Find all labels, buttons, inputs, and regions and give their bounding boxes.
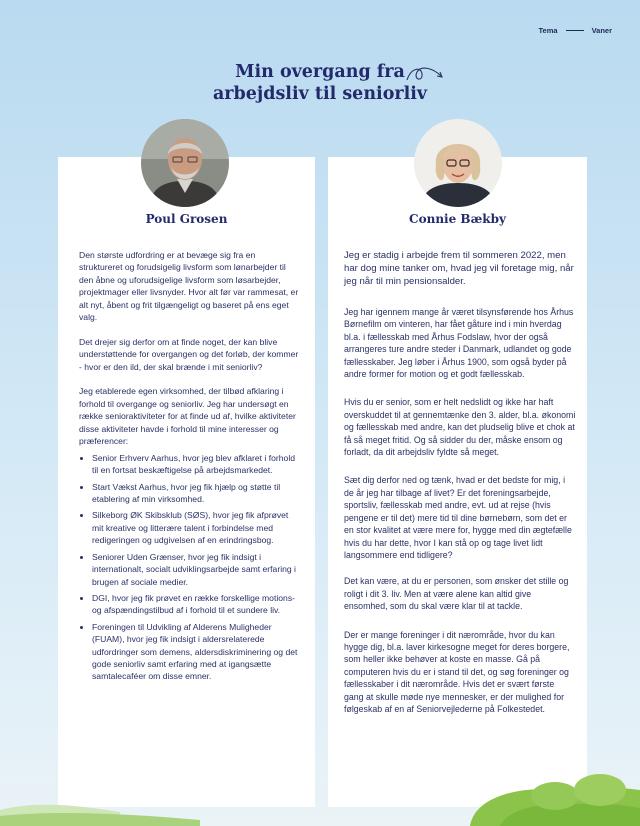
list-item: • Seniorer Uden Grænser, hvor jeg fik indsigt i internationalt, socialt udviklingsarbejde samt erfaring i brugen af sociale medier. xyxy=(92,551,299,588)
right-paragraph-4: Det kan være, at du er personen, som ønsker det stille og roligt i dit 3. liv. Men at være alene kan altid give ensomhed, som du skal være klar til at tackle. xyxy=(344,576,569,612)
title-line-2: arbejdsliv til seniorliv xyxy=(212,84,428,104)
grass-hills-decoration xyxy=(0,766,640,826)
right-paragraph-2: Hvis du er senior, som er helt nedslidt og ikke har haft overskuddet til at gennemtænke den 3. alder, bl.a. økonomi og fællesskab med andre, kan det pludselig blive et chok at få så meget fritid. Og så sidder du der, måske ensom og forladt, da dit arbejdsliv fyldte så meget. xyxy=(344,397,576,458)
connie-baekby-portrait xyxy=(414,119,502,207)
left-paragraph-3: Jeg etablerede egen virksomhed, der tilbød afklaring i forhold til overgange og seniorliv. Jeg har undersøgt en række senioraktiviteter for at finde ud af, hvilke aktiviteter disse aktiviteter havde i forhold til mine interesser og præferencer: xyxy=(79,386,296,447)
right-paragraph-1: Jeg har igennem mange år været tilsynsførende hos Århus Børnefilm om vinteren, har fået gåture ind i min hverdag bl.a. i fællesskab med Århus Fodslaw, hvor der også arrangeres ture andre steder i Danmark, udlandet og gode fællesskaber. Jeg løber i Århus 1900, som også byder på andre former for motion og et godt fællesskab. xyxy=(344,307,574,380)
list-item: • DGI, hvor jeg fik prøvet en række forskellige motions- og afspændingstilbud af i forhold til et sundere liv. xyxy=(92,592,299,617)
page-title xyxy=(0,61,640,105)
squiggle-arrow-icon xyxy=(405,62,445,86)
nav-vaner[interactable]: Vaner xyxy=(591,26,612,35)
list-item: • Foreningen til Udvikling af Alderens Muligheder (FUAM), hvor jeg fik indsigt i aldersrelaterede udfordringer som demens, aldersdiskriminering og det gode seniorliv samt erfaring med at igangsætte samtalecaféer om disse emner. xyxy=(92,621,299,683)
left-body-text xyxy=(79,249,299,687)
left-paragraph-1: Den største udfordring er at bevæge sig fra en struktureret og forudsigelig livsform som lønarbejder til den åbne og uforudsigelige livsform som løsarbejder, projektmager eller livsnyder. Hvor alt før var rammesat, er alt nyt, åbent og frit tilgængeligt og baseret på ens eget valg. xyxy=(79,250,299,323)
list-item: • Silkeborg ØK Skibsklub (SØS), hvor jeg fik afprøvet mit kreative og litterære talent i forbindelse med redigeringen og udgivelsen af en erindringsbog. xyxy=(92,509,299,546)
right-paragraph-3: Sæt dig derfor ned og tænk, hvad er det bedste for mig, i de år jeg har tilbage af livet? Er det foreningsarbejde, sportsliv, fællesskab med andre, evt. ud at rejse (hvis pengene er til det) mere tid til dine børnebørn, som det er en stor kvalitet at være mere for, hygge med din ægtefælle hvis du har dette, hvor I kan stå op og tage livet lidt langsommere end tidligere? xyxy=(344,475,572,560)
right-person-name: Connie Bækby xyxy=(409,212,506,226)
poul-grosen-portrait xyxy=(141,119,229,207)
right-body-text xyxy=(344,249,576,728)
list-item: • Senior Erhverv Aarhus, hvor jeg blev afklaret i forhold til en fortsat beskæftigelse på arbejdsmarkedet. xyxy=(92,452,299,477)
left-paragraph-2: Det drejer sig derfor om at finde noget, der kan blive understøttende for overgangen og det forløb, der kommer - hvor er den ild, der skal brænde i mit seniorliv? xyxy=(79,336,299,372)
right-paragraph-5: Der er mange foreninger i dit nærområde, hvor du kan hygge dig, bl.a. laver kirkesogne meget for deres borgere, som heller ikke behøver at koste en masse. Gå på computeren hvis du er i stand til det, og søg foreninger og fællesskaber i dit nærområde. Hvis det er svært første gang at skulle møde nye mennesker, er der mulighed for følgeskab af en af Seniorvejlederne på Folkestedet. xyxy=(344,629,570,714)
nav-tema[interactable]: Tema xyxy=(538,26,558,35)
title-line-1: Min overgang fra xyxy=(235,62,405,82)
top-nav xyxy=(539,26,612,35)
right-intro: Jeg er stadig i arbejde frem til sommeren 2022, men har dog mine tanker om, hvad jeg vil foretage mig, når jeg når til min pensionsalder. xyxy=(344,250,574,287)
nav-divider xyxy=(566,30,584,31)
left-bullet-list xyxy=(79,452,299,683)
list-item: • Start Vækst Aarhus, hvor jeg fik hjælp og støtte til etablering af min virksomhed. xyxy=(92,481,299,506)
left-person-name: Poul Grosen xyxy=(145,212,228,226)
